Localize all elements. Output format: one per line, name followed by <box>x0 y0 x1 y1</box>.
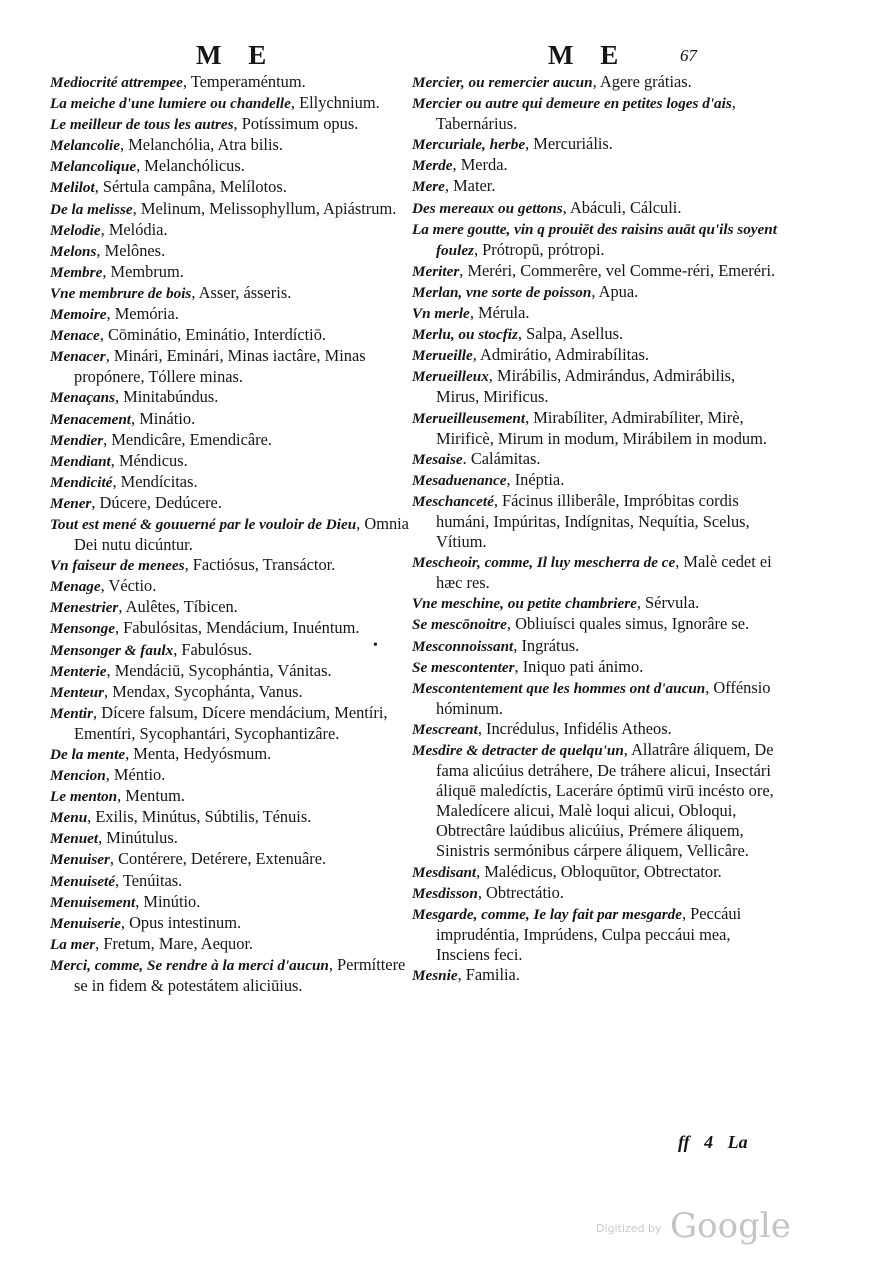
dictionary-entry <box>412 134 780 155</box>
dictionary-entry <box>50 346 418 387</box>
latin-gloss: , Abáculi, Cálculi. <box>562 197 682 217</box>
dictionary-entry <box>50 114 418 135</box>
french-headword: Mendicité <box>50 473 113 491</box>
latin-gloss: , Melônes. <box>96 240 166 260</box>
french-headword: Menace <box>50 327 100 345</box>
latin-gloss: , Tenúitas. <box>114 870 183 890</box>
latin-gloss: , Agere grátias. <box>592 72 692 91</box>
latin-gloss: , Opus intestinum. <box>120 912 242 932</box>
latin-gloss: , Omnia Dei nutu dicúntur. <box>74 513 409 555</box>
french-headword: Mesconnoissant <box>412 637 514 655</box>
latin-gloss: , Mirábilis, Admirándus, Admirábilis, Mirus, Mirificus. <box>436 366 736 407</box>
latin-gloss: , Asser, ásseris. <box>191 282 292 302</box>
latin-gloss: , Meréri, Commerêre, vel Comme-réri, Emeréri. <box>459 260 776 280</box>
dictionary-entry <box>412 719 780 740</box>
latin-gloss: , Dúcere, Dedúcere. <box>91 492 222 512</box>
dictionary-entry <box>50 618 418 639</box>
dictionary-entry <box>50 555 418 576</box>
dictionary-entry <box>412 261 780 282</box>
latin-gloss: , Obliuísci quales simus, Ignorâre se. <box>506 614 750 634</box>
latin-gloss: , Mentum. <box>117 786 185 806</box>
latin-gloss: , Merda. <box>452 155 508 175</box>
dictionary-entry <box>412 303 780 324</box>
dictionary-entry <box>412 491 780 552</box>
dictionary-entry <box>50 220 418 241</box>
dictionary-entry <box>50 807 418 828</box>
french-headword: De la mente <box>50 746 126 763</box>
latin-gloss: , Salpa, Asellus. <box>517 324 624 344</box>
latin-gloss: , Méndicus. <box>110 450 188 470</box>
latin-gloss: , Temperaméntum. <box>182 72 306 91</box>
french-headword: Menuiseté <box>50 872 115 890</box>
french-headword: Melilot <box>50 179 95 197</box>
french-headword: Mercier ou autre qui demeure en petites loges d'ais <box>412 95 732 113</box>
french-headword: Mesaise <box>412 450 463 468</box>
dictionary-entry <box>50 451 418 472</box>
dictionary-entry <box>50 871 418 892</box>
dictionary-entry <box>50 661 418 682</box>
latin-gloss: , Incrédulus, Infidélis Atheos. <box>477 718 672 738</box>
french-headword: Menteur <box>50 683 105 701</box>
left-running-head: M E <box>196 40 277 70</box>
dictionary-entry <box>50 283 418 304</box>
french-headword: Vne meschine, ou petite chambriere <box>412 595 637 613</box>
latin-gloss: , Ingrátus. <box>513 635 580 655</box>
french-headword: Mensonge <box>50 620 115 638</box>
dictionary-entry <box>50 93 418 114</box>
latin-gloss: , Iniquo pati ánimo. <box>514 656 644 676</box>
latin-gloss: , Minátio. <box>131 408 196 428</box>
dictionary-entry <box>50 241 418 262</box>
french-headword: Mescheoir, comme, Il luy mescherra de ce <box>412 554 676 572</box>
digitized-by-label: Digitized by <box>596 1222 662 1235</box>
latin-gloss: , Inéptia. <box>506 469 565 489</box>
latin-gloss: , Dícere falsum, Dícere mendácium, Mentíri, Ementíri, Sycophantári, Sycophantizâre. <box>74 702 388 743</box>
dictionary-entry <box>50 430 418 451</box>
latin-gloss: , Mercuriális. <box>525 134 613 154</box>
page-number: 67 <box>680 46 697 65</box>
french-headword: Menuet <box>50 830 99 848</box>
dictionary-entry <box>412 282 780 303</box>
latin-gloss: , Melanchólia, Atra bilis. <box>120 135 283 155</box>
french-headword: Mescreant <box>412 720 478 738</box>
french-headword: Mercuriale, herbe <box>412 136 526 154</box>
dictionary-entry <box>412 470 780 491</box>
french-headword: Menage <box>50 578 101 596</box>
latin-gloss: , Obtrectátio. <box>477 882 564 902</box>
latin-gloss: , Minútio. <box>135 891 201 911</box>
french-headword: Mesgarde, comme, Ie lay fait par mesgarde <box>412 905 682 923</box>
latin-gloss: , Membrum. <box>102 261 184 281</box>
dictionary-entry <box>50 682 418 703</box>
french-headword: Le meilleur de tous les autres <box>50 116 234 134</box>
latin-gloss: , Tabernárius. <box>436 93 736 134</box>
french-headword: La meiche d'une lumiere ou chandelle <box>50 95 291 113</box>
french-headword: Merlu, ou stocfiz <box>412 326 518 344</box>
catchword: La <box>727 1132 748 1152</box>
dictionary-entry <box>50 955 418 996</box>
dictionary-entry <box>412 614 780 635</box>
signature-mark: ff 4 <box>678 1132 714 1152</box>
latin-gloss: , Aulêtes, Tíbicen. <box>118 597 238 617</box>
french-headword: Melancolie <box>50 137 121 155</box>
latin-gloss: , Offénsio hóminum. <box>436 677 771 718</box>
latin-gloss: , Méntio. <box>105 765 166 785</box>
dictionary-entry <box>412 862 780 883</box>
left-column <box>50 72 418 996</box>
french-headword: Mere <box>412 178 445 196</box>
latin-gloss: , Mendáciū, Sycophántia, Vánitas. <box>106 660 332 680</box>
french-headword: Mercier, ou remercier aucun <box>412 74 593 91</box>
dictionary-entry <box>50 325 418 346</box>
dictionary-entry <box>50 156 418 177</box>
french-headword: Mesdisant <box>412 863 477 881</box>
french-headword: Menestrier <box>50 599 119 617</box>
french-headword: Se mescontenter <box>412 658 515 676</box>
french-headword: Merde <box>412 157 453 175</box>
french-headword: Menuiser <box>50 851 110 869</box>
dictionary-entry <box>412 93 780 134</box>
french-headword: Merueille <box>412 347 473 365</box>
latin-gloss: , Permíttere se in fidem & potestátem aliciūius. <box>74 954 406 996</box>
dictionary-entry <box>412 449 780 470</box>
french-headword: Menuiserie <box>50 914 121 932</box>
french-headword: Mesdisson <box>412 884 478 902</box>
right-column <box>373 72 780 986</box>
french-headword: Mendiant <box>50 452 111 470</box>
french-headword: Memoire <box>50 306 107 324</box>
latin-gloss: , Melinum, Melissophyllum, Apiástrum. <box>132 198 397 218</box>
dictionary-entry <box>50 849 418 870</box>
latin-gloss: , Minári, Eminári, Minas iactâre, Minas propónere, Tóllere minas. <box>74 346 366 387</box>
latin-gloss: , Peccáui imprudéntia, Imprúdens, Culpa peccáui mea, Insciens feci. <box>436 903 742 964</box>
latin-gloss: , Exilis, Minútus, Súbtilis, Ténuis. <box>87 807 312 827</box>
dictionary-entry <box>50 72 418 93</box>
dictionary-entry <box>412 904 780 965</box>
french-headword: Vn faiseur de menees <box>50 557 185 575</box>
french-headword: La mere goutte, vin q prouiēt des raisins auāt qu'ils soyent foulez <box>412 220 777 259</box>
dictionary-entry <box>50 409 418 430</box>
latin-gloss: , Malédicus, Obloquūtor, Obtrectator. <box>476 861 722 881</box>
french-headword: Menacer <box>50 348 106 366</box>
dictionary-entry <box>412 198 780 219</box>
dictionary-entry <box>412 678 780 719</box>
dictionary-entry <box>412 345 780 366</box>
dictionary-entry <box>50 262 418 283</box>
french-headword: Melons <box>50 242 97 260</box>
french-headword: Mendier <box>50 431 104 449</box>
dictionary-entry <box>412 366 780 407</box>
french-headword: Menterie <box>50 662 107 680</box>
latin-gloss: , Fretum, Mare, Aequor. <box>95 933 254 953</box>
dictionary-entry <box>50 913 418 934</box>
latin-gloss: , Potíssimum opus. <box>233 114 359 134</box>
dictionary-entry <box>412 593 780 614</box>
french-headword: Menaçans <box>50 389 115 407</box>
latin-gloss: , Factiósus, Transáctor. <box>184 555 336 575</box>
french-headword: Merci, comme, Se rendre à la merci d'aucun <box>50 956 329 974</box>
french-headword: Mesaduenance <box>412 471 507 489</box>
latin-gloss: , Mendicâre, Emendicâre. <box>103 429 272 449</box>
latin-gloss: , Contérere, Detérere, Extenuâre. <box>109 849 327 869</box>
dictionary-entry <box>50 744 418 765</box>
french-headword: Des mereaux ou gettons <box>412 199 563 217</box>
signature-catchword <box>678 1132 748 1153</box>
dictionary-entry <box>412 324 780 345</box>
dictionary-entry <box>50 177 418 198</box>
latin-gloss: , Mater. <box>444 176 496 196</box>
latin-gloss: , Menta, Hedyósmum. <box>125 744 272 763</box>
latin-gloss: , Cōminátio, Eminátio, Interdíctiō. <box>99 325 327 345</box>
latin-gloss: , Fácinus illiberâle, Impróbitas cordis humáni, Impúritas, Indígnitas, Nequítia, Scelus, Vítium. <box>436 490 750 552</box>
dictionary-entry <box>412 552 780 593</box>
latin-gloss: , Sértula campâna, Melílotos. <box>94 177 287 197</box>
french-headword: Menacement <box>50 410 131 428</box>
dictionary-entry <box>50 493 418 514</box>
french-headword: De la melisse <box>50 200 133 218</box>
dictionary-entry <box>412 72 780 93</box>
latin-gloss: , Prótropū, prótropi. <box>473 239 605 259</box>
french-headword: Le menton <box>50 788 118 806</box>
french-headword: Se mescōnoitre <box>412 616 507 634</box>
french-headword: Vn merle <box>412 305 470 323</box>
latin-gloss: , Mendax, Sycophánta, Vanus. <box>104 681 303 701</box>
dictionary-entry <box>50 472 418 493</box>
latin-gloss: , Minútulus. <box>98 828 178 848</box>
dictionary-entry <box>50 828 418 849</box>
french-headword: Menu <box>50 809 88 827</box>
latin-gloss: , Malè cedet ei hæc res. <box>436 552 772 593</box>
dictionary-entry <box>50 934 418 955</box>
latin-gloss: , Mendícitas. <box>112 471 198 491</box>
french-headword: Melodie <box>50 221 101 239</box>
latin-gloss: , Mirabíliter, Admirabíliter, Mirè, Mirificè, Mirum in modum, Mirábilem in modum. <box>436 407 767 448</box>
latin-gloss: , Familia. <box>457 965 520 985</box>
latin-gloss: , Admirátio, Admirabílitas. <box>472 345 649 365</box>
dictionary-entry <box>412 965 780 986</box>
dictionary-entry <box>412 155 780 176</box>
french-headword: Merueilleusement <box>412 409 526 427</box>
dictionary-entry <box>412 657 780 678</box>
latin-gloss: , Sérvula. <box>636 593 700 613</box>
french-headword: Merueilleux <box>412 368 489 386</box>
dictionary-entry <box>50 765 418 786</box>
latin-gloss: , Melanchólicus. <box>136 156 245 176</box>
dictionary-entry <box>412 883 780 904</box>
dictionary-entry <box>412 176 780 197</box>
french-headword: Merlan, vne sorte de poisson <box>412 283 592 301</box>
latin-gloss: , Véctio. <box>100 576 157 596</box>
french-headword: Mesnie <box>412 967 458 985</box>
dictionary-entry <box>50 514 418 555</box>
latin-gloss: , Melódia. <box>100 219 168 239</box>
french-headword: Meschanceté <box>412 492 494 510</box>
french-headword: Mentir <box>50 704 94 722</box>
dictionary-entry <box>50 786 418 807</box>
latin-gloss: , Fabulósitas, Mendácium, Inuéntum. <box>114 618 360 638</box>
dictionary-entry <box>50 387 418 408</box>
french-headword: Melancolique <box>50 158 137 176</box>
latin-gloss: , Apua. <box>591 281 639 301</box>
french-headword: Mescontentement que les hommes ont d'aucun <box>412 679 706 697</box>
french-headword: Meriter <box>412 262 460 280</box>
dictionary-entry <box>50 703 418 744</box>
french-headword: Menuisement <box>50 893 136 911</box>
latin-gloss: , Fabulósus. <box>173 639 252 659</box>
latin-gloss: , Mérula. <box>469 303 530 323</box>
french-headword: Tout est mené & gouuerné par le vouloir de Dieu <box>50 515 357 533</box>
dictionary-entry <box>412 740 780 862</box>
dictionary-entry <box>50 597 418 618</box>
latin-gloss: , Allatrâre áliquem, De fama alicúius detráhere, De tráhere alicui, Insectári áliquē maledíctis, Laceráre óptimū virū incésto ore, Maledícere alicui, Malè loqui alicui, Obloqui, Obtrectâre laúdibus alicúius, Prémere áliquem, Sinistris sermónibus cárpere áliquem, Vellicâre. <box>436 740 774 861</box>
dictionary-entry <box>50 892 418 913</box>
french-headword: Mediocrité attrempee <box>50 74 183 91</box>
google-logo: Google <box>670 1206 791 1246</box>
french-headword: Vne membrure de bois <box>50 284 192 302</box>
dictionary-entry <box>50 304 418 325</box>
french-headword: Mensonger & faulx <box>50 641 174 659</box>
dictionary-entry <box>50 199 418 220</box>
dictionary-entry <box>50 135 418 156</box>
dictionary-entry <box>50 640 418 661</box>
french-headword: Mencion <box>50 767 106 785</box>
french-headword: La mer <box>50 935 96 953</box>
dictionary-entry <box>412 219 780 261</box>
latin-gloss: . Calámitas. <box>462 448 541 468</box>
right-running-head: M E <box>548 40 629 70</box>
french-headword: Mesdire & detracter de quelqu'un <box>412 742 624 759</box>
french-headword: Membre <box>50 263 103 281</box>
latin-gloss: , Ellychnium. <box>290 93 380 113</box>
dictionary-entry <box>50 576 418 597</box>
dictionary-entry <box>412 408 780 449</box>
french-headword: Mener <box>50 494 92 512</box>
latin-gloss: , Minitabúndus. <box>114 387 219 407</box>
latin-gloss: , Memória. <box>106 304 179 324</box>
dictionary-entry: • Mesconnoissant, Ingrátus. <box>373 635 580 655</box>
